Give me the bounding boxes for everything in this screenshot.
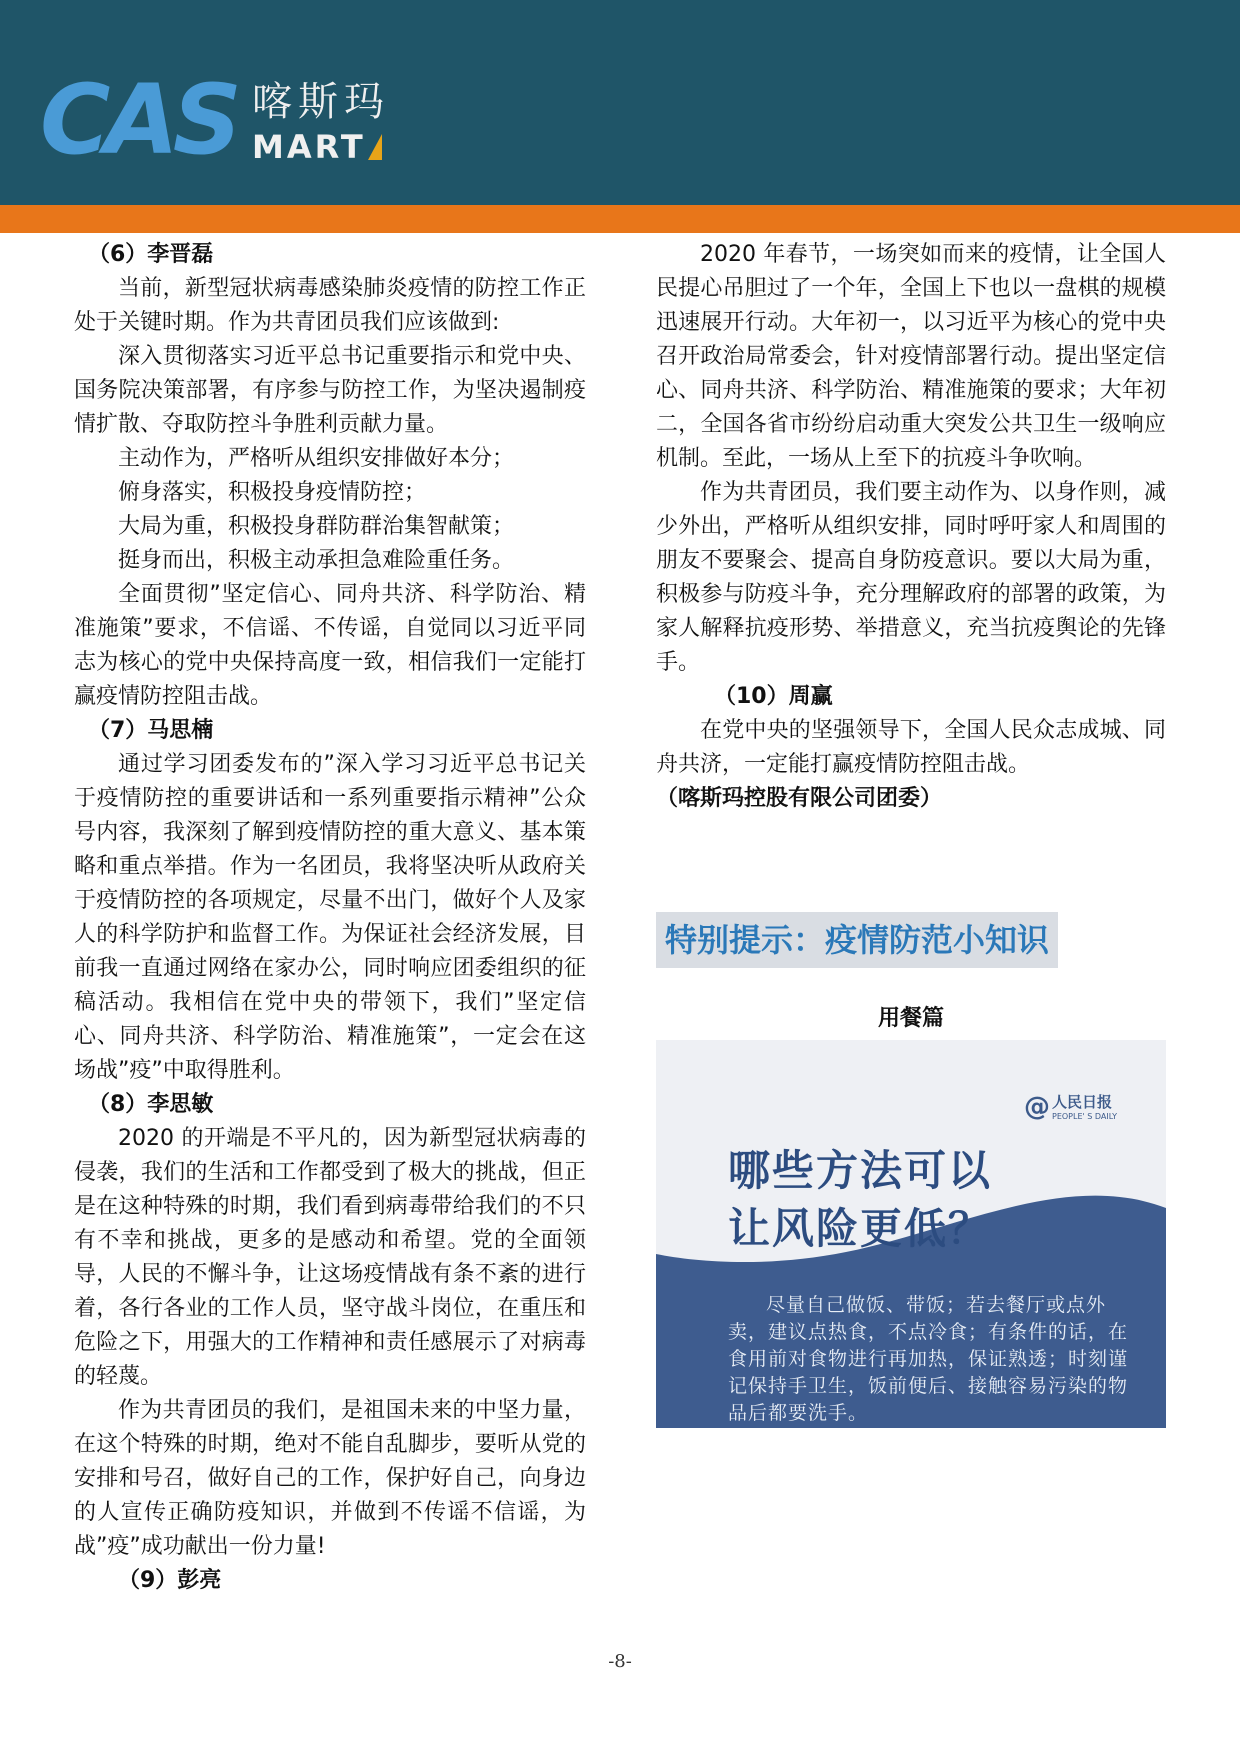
logo-smart-text: MART: [252, 128, 366, 166]
paragraph: 当前，新型冠状病毒感染肺炎疫情的防控工作正处于关键时期。作为共青团员我们应该做到:: [74, 276, 586, 335]
right-column: [656, 238, 1166, 816]
paragraph: 大局为重，积极投身群防群治集智献策；: [118, 514, 515, 539]
signature: （喀斯玛控股有限公司团委）: [656, 786, 943, 811]
paragraph: 2020 的开端是不平凡的，因为新型冠状病毒的侵袭，我们的生活和工作都受到了极大的挑战，但正是在这种特殊的时期，我们看到病毒带给我们的不只有不幸和挑战，更多的是感动和希望。党的全面领导，人民的不懈斗争，让这场疫情战有条不紊的进行着，各行各业的工作人员，坚守战斗岗位，在重压和危险之下，用强大的工作精神和责任感展示了对病毒的轻蔑。: [74, 1126, 586, 1389]
section-heading-8: （8）李思敏: [88, 1092, 214, 1117]
paragraph: 深入贯彻落实习近平总书记重要指示和党中央、国务院决策部署，有序参与防控工作，为坚决遏制疫情扩散、夺取防控斗争胜利贡献力量。: [74, 344, 586, 437]
header-accent-bar: [0, 205, 1240, 233]
header-banner: [0, 0, 1240, 205]
section-heading-6: （6）李晋磊: [88, 242, 214, 267]
tip-banner: [656, 912, 1058, 968]
left-column: [74, 238, 586, 1598]
tip-title: 特别提示：疫情防范小知识: [664, 921, 1049, 959]
at-icon: @: [1024, 1092, 1050, 1122]
brand-english-name: PEOPLE' S DAILY: [1052, 1112, 1118, 1121]
brand-name: 人民日报: [1052, 1093, 1113, 1111]
poster-headline-line-2: 让风险更低？: [728, 1204, 993, 1253]
company-logo: [40, 64, 400, 176]
section-heading-10: （10）周赢: [714, 684, 833, 709]
paragraph: 主动作为，严格听从组织安排做好本分；: [118, 446, 515, 471]
paragraph: 通过学习团委发布的”深入学习习近平总书记关于疫情防控的重要讲话和一系列重要指示精神”公众号内容，我深刻了解到疫情防控的重大意义、基本策略和重点举措。作为一名团员，我将坚决听从政府关于疫情防控的各项规定，尽量不出门，做好个人及家人的科学防护和监督工作。为保证社会经济发展，目前我一直通过网络在家办公，同时响应团委组织的征稿活动。我相信在党中央的带领下，我们”坚定信心、同舟共济、科学防治、精准施策”，一定会在这场战”疫”中取得胜利。: [74, 752, 586, 1083]
paragraph: 作为共青团员的我们，是祖国未来的中坚力量，在这个特殊的时期，绝对不能自乱脚步，要听从党的安排和号召，做好自己的工作，保护好自己，向身边的人宣传正确防疫知识，并做到不传谣不信谣，为战”疫”成功献出一份力量!: [74, 1398, 586, 1559]
section-heading-9: （9）彭亮: [118, 1568, 222, 1593]
paragraph: 俯身落实，积极投身疫情防控；: [118, 480, 427, 505]
logo-triangle-icon: [368, 134, 382, 160]
page-number: -8-: [608, 1651, 632, 1672]
poster-headline: [728, 1142, 992, 1258]
peoples-daily-logo: [1024, 1092, 1159, 1128]
poster-headline-line-1: 哪些方法可以: [728, 1146, 993, 1195]
poster-body-text: 尽量自己做饭、带饭；若去餐厅或点外卖，建议点热食，不点冷食；有条件的话，在食用前对食物进行再加热，保证熟透；时刻谨记保持手卫生，饭前便后、接触容易污染的物品后都要洗手。: [728, 1294, 1129, 1424]
paragraph: 全面贯彻”坚定信心、同舟共济、科学防治、精准施策”要求，不信谣、不传谣，自觉同以习近平同志为核心的党中央保持高度一致，相信我们一定能打赢疫情防控阻击战。: [74, 582, 586, 709]
paragraph: 作为共青团员，我们要主动作为、以身作则，减少外出，严格听从组织安排，同时呼吁家人和周围的朋友不要聚会、提高自身防疫意识。要以大局为重，积极参与防疫斗争，充分理解政府的部署的政策，为家人解释抗疫形势、举措意义，充当抗疫舆论的先锋手。: [656, 480, 1166, 675]
logo-chinese-name: 喀斯玛: [252, 79, 390, 125]
paragraph: 挺身而出，积极主动承担急难险重任务。: [118, 548, 515, 573]
advice-poster: [656, 1040, 1166, 1428]
section-heading-7: （7）马思楠: [88, 718, 214, 743]
tip-subtitle: 用餐篇: [877, 1006, 944, 1031]
paragraph: 2020 年春节，一场突如而来的疫情，让全国人民提心吊胆过了一个年，全国上下也以一盘棋的规模迅速展开行动。大年初一，以习近平为核心的党中央召开政治局常委会，针对疫情部署行动。提出坚定信心、同舟共济、科学防治、精准施策的要求；大年初二，全国各省市纷纷启动重大突发公共卫生一级响应机制。至此，一场从上至下的抗疫斗争吹响。: [656, 242, 1166, 471]
logo-cas-mark: CAS: [40, 64, 236, 176]
paragraph: 在党中央的坚强领导下，全国人民众志成城、同舟共济，一定能打赢疫情防控阻击战。: [656, 718, 1166, 777]
